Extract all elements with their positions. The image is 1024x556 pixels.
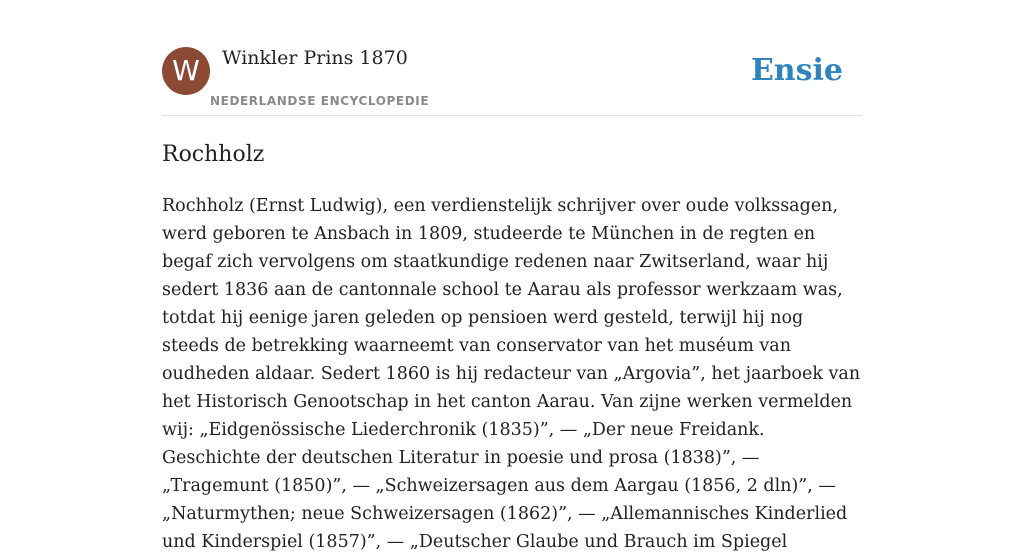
article-body: Rochholz (Ernst Ludwig), een verdienstelijk schrijver over oude volkssagen, werd geboren te Ansbach in 1809, studeerde te München in de regten en begaf zich vervolgens om staatkundige redenen naar Zwitserland, waar hij sedert 1836 aan de cantonnale school te Aarau als professor werkzaam was, totdat hij eenige jaren geleden op pensioen werd gesteld, terwijl hij nog steeds de betrekking waarneemt van conservator van het muséum van oudheden aldaar. Sedert 1860 is hij redacteur van „Argovia”, het jaarboek van het Historisch Genootschap in het canton Aarau. Van zijne werken vermelden wij: „Eidgenössische Liederchronik (1835)”, — „Der neue Freidank. Geschichte der deutschen Literatur in poesie und prosa (1838)”, — „Tragemunt (1850)”, — „Schweizersagen aus dem Aargau (1856, 2 dln)”, — „Naturmythen; neue Schweizersagen (1862)”, — „Allemannisches Kinderlied und Kinderspiel (1857)”, — „Deutscher Glaube und Brauch im Spiegel bbox=[162, 196, 861, 552]
article-title: Rochholz bbox=[162, 142, 265, 167]
header-divider bbox=[162, 115, 862, 116]
avatar[interactable]: W bbox=[162, 47, 210, 95]
header bbox=[162, 47, 862, 115]
brand-logo-link[interactable]: Ensie bbox=[750, 53, 843, 88]
source-subtitle: NEDERLANDSE ENCYCLOPEDIE bbox=[210, 94, 430, 108]
source-title[interactable]: Winkler Prins 1870 bbox=[222, 47, 408, 69]
